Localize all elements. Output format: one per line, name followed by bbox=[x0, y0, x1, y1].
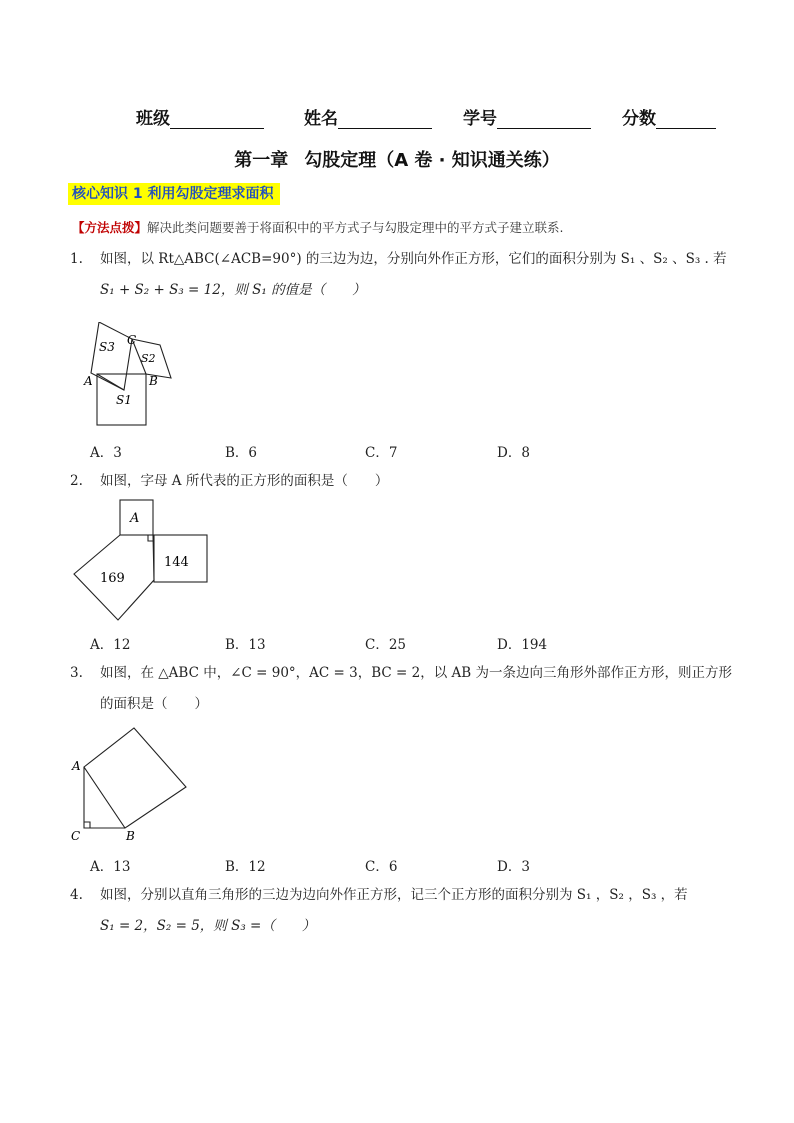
question-text-line2: 的面积是（ ） bbox=[100, 696, 208, 712]
choice-d[interactable]: D．194 bbox=[497, 637, 548, 653]
figure-q3 bbox=[68, 726, 198, 850]
question-number: 2. bbox=[70, 473, 83, 489]
chapter-subject: 勾股定理（A 卷 · 知识通关练） bbox=[304, 150, 560, 171]
label-a: A bbox=[84, 374, 93, 388]
choice-a[interactable]: A．3 bbox=[90, 445, 122, 461]
question-text: 如图，在 △ABC 中，∠C = 90°，AC = 3，BC = 2，以 AB 为一条边向三角形外部作正方形，则正方形 bbox=[100, 665, 732, 681]
question-text-line2: S₁ + S₂ + S₃ = 12，则 S₁ 的值是（ ） bbox=[100, 282, 366, 298]
class-label: 班级 bbox=[136, 109, 170, 129]
label-169: 169 bbox=[100, 571, 125, 586]
label-s1: S1 bbox=[116, 393, 132, 407]
name-label: 姓名 bbox=[304, 109, 338, 129]
figure-q2 bbox=[72, 498, 212, 627]
label-144: 144 bbox=[164, 555, 189, 570]
choice-d[interactable]: D．8 bbox=[497, 445, 530, 461]
method-note bbox=[72, 218, 564, 236]
name-field bbox=[304, 104, 432, 129]
label-c: C bbox=[71, 829, 81, 843]
choice-a[interactable]: A．12 bbox=[90, 637, 131, 653]
question-number: 4. bbox=[70, 887, 83, 903]
name-blank bbox=[338, 110, 432, 129]
question-2 bbox=[70, 471, 740, 491]
section-heading: 核心知识 1 利用勾股定理求面积 bbox=[68, 183, 280, 205]
question-text: 如图，以 Rt△ABC(∠ACB=90°) 的三边为边，分别向外作正方形，它们的面积分别为 S₁ 、S₂ 、S₃ . 若 bbox=[100, 251, 727, 267]
choice-c[interactable]: C．7 bbox=[365, 445, 398, 461]
choice-b[interactable]: B．13 bbox=[225, 637, 266, 653]
score-label: 分数 bbox=[622, 109, 656, 129]
label-s3: S3 bbox=[99, 340, 115, 354]
question-4 bbox=[70, 885, 740, 934]
question-number: 1. bbox=[70, 251, 83, 267]
score-field bbox=[622, 104, 716, 129]
question-1 bbox=[70, 249, 740, 298]
page-title bbox=[0, 146, 794, 172]
class-field bbox=[136, 104, 264, 129]
choice-c[interactable]: C．25 bbox=[365, 637, 407, 653]
question-text: 如图，分别以直角三角形的三边为边向外作正方形，记三个正方形的面积分别为 S₁ ，S₂ ，S₃ ，若 bbox=[100, 887, 688, 903]
id-blank bbox=[497, 110, 591, 129]
chapter-title: 第一章 bbox=[234, 150, 289, 171]
question-text-line2: S₁ = 2，S₂ = 5，则 S₃ =（ ） bbox=[100, 918, 316, 934]
class-blank bbox=[170, 110, 264, 129]
choice-b[interactable]: B．12 bbox=[225, 859, 266, 875]
question-3 bbox=[70, 663, 740, 712]
id-label: 学号 bbox=[463, 109, 497, 129]
label-s2: S2 bbox=[141, 352, 156, 365]
label-b: B bbox=[149, 374, 158, 388]
method-text: 解决此类问题要善于将面积中的平方式子与勾股定理中的平方式子建立联系. bbox=[147, 220, 564, 235]
label-a: A bbox=[72, 759, 81, 773]
question-number: 3. bbox=[70, 665, 83, 681]
label-c: C bbox=[127, 333, 137, 347]
label-b: B bbox=[126, 829, 135, 843]
student-info-row bbox=[130, 104, 730, 132]
score-blank bbox=[656, 110, 716, 129]
figure-q1 bbox=[66, 322, 186, 436]
id-field bbox=[463, 104, 591, 129]
label-a: A bbox=[130, 511, 140, 526]
choice-a[interactable]: A．13 bbox=[90, 859, 131, 875]
question-text: 如图，字母 A 所代表的正方形的面积是（ ） bbox=[100, 473, 389, 489]
choice-b[interactable]: B．6 bbox=[225, 445, 258, 461]
choice-d[interactable]: D．3 bbox=[497, 859, 530, 875]
choice-c[interactable]: C．6 bbox=[365, 859, 398, 875]
method-tag: 【方法点拨】 bbox=[72, 220, 148, 235]
